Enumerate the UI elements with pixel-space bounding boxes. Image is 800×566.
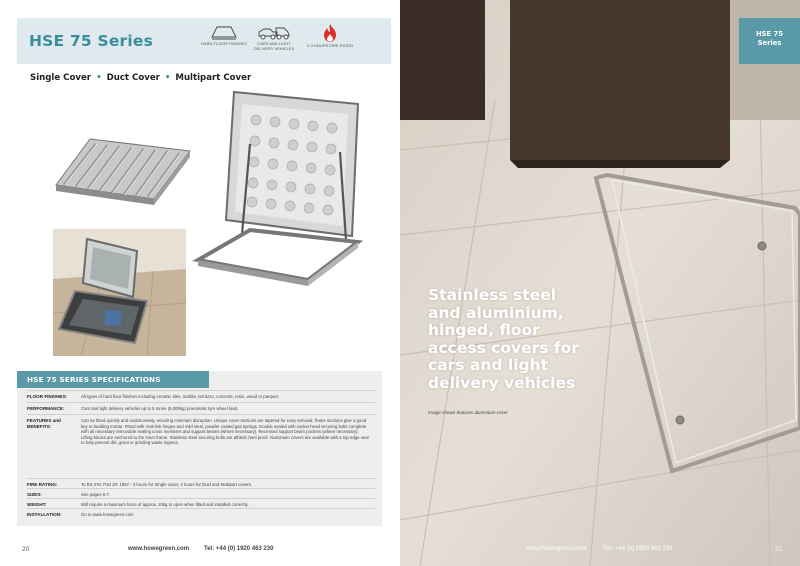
spec-label: FEATURES and BENEFITS: xyxy=(27,418,61,429)
website-link[interactable]: www.howegreen.com xyxy=(526,546,588,552)
phone-number: Tel: +44 (0) 1920 463 230 xyxy=(603,546,673,552)
installed-cover-photo xyxy=(53,229,186,356)
spec-row-floor-finishes xyxy=(27,390,375,402)
cover-types xyxy=(30,73,251,83)
bullet-dot-icon: • xyxy=(96,73,102,83)
icon-caption: 2-3 HOURS FIRE RATED xyxy=(307,43,353,48)
header-bar xyxy=(17,18,391,64)
icon-caption: HARD FLOOR FINISHES xyxy=(201,41,247,46)
spec-value: To BS 476: Part 20: 1987 - 3 hours for Single cover, 2 hours for Duct and Multipart covers. xyxy=(81,482,253,487)
duct-cover-image xyxy=(52,133,192,208)
headline-line: delivery vehicles xyxy=(428,373,576,392)
spec-value: See pages 6-7. xyxy=(81,492,111,497)
spec-value: Can be fitted quickly and unobtrusively, ensuring minimum disruption. Unique cover sections are tapered for easy removal, frame sections give a good key to bedding mortar. Fitted with mult-link hinges and mild steel, powder coated gas springs. Double sealed with socket head securing bolts complete with all necessary removable sealing cross members and support beams (where necessary). Recessed support beam pockets (where necessary). Lifting blocks are anchored to the inner frame. Stainless steel securing bolts are athletic heel proof. Aluminium covers are available with a top edge seal to help prevent dirt, grout or grinding waste ingress. xyxy=(81,418,369,446)
spec-row-features xyxy=(27,414,375,478)
single-cover-open-image xyxy=(190,84,365,294)
specifications-heading: HSE 75 SERIES SPECIFICATIONS xyxy=(17,371,209,388)
headline-line: Stainless steel xyxy=(428,286,557,304)
floor-photo xyxy=(400,0,800,566)
headline-line: access covers for xyxy=(428,338,579,357)
spec-value: Cars and light delivery vehicles up to 5 tonne (5,000kg) pneumatic tyre wheel load. xyxy=(81,406,239,411)
hard-floor-finish-icon xyxy=(199,23,249,61)
headline-line: hinged, floor xyxy=(428,321,540,339)
spec-row-fire-rating xyxy=(27,478,375,488)
spec-row-sizes xyxy=(27,488,375,498)
image-caption: Image shown features aluminium cover xyxy=(428,410,508,415)
spec-value: All types of hard floor finishes including ceramic tiles, marble, terrazzo, concrete, resin, wood or parquet. xyxy=(81,394,279,399)
lifting-point xyxy=(676,416,684,424)
phone-number: Tel: +44 (0) 1920 463 230 xyxy=(204,546,274,552)
fire-icon xyxy=(305,23,355,61)
cover-type-duct: Duct Cover xyxy=(106,73,160,83)
page-title: HSE 75 Series xyxy=(29,32,154,50)
spec-label: WEIGHT: xyxy=(27,502,47,507)
headline xyxy=(428,287,628,392)
right-page xyxy=(400,0,800,566)
website-link[interactable]: www.howegreen.com xyxy=(128,546,190,552)
page-number-right: 21 xyxy=(775,546,783,553)
series-tab xyxy=(739,18,800,64)
bullet-dot-icon: • xyxy=(164,73,171,83)
spec-row-installation xyxy=(27,508,375,520)
spec-label: FIRE RATING: xyxy=(27,482,58,487)
cover-type-multipart: Multipart Cover xyxy=(175,73,252,83)
spec-value: Will require a maximum force of approx. 20kg to open when fitted and installed correctly. xyxy=(81,502,249,507)
spec-label: FLOOR FINISHES: xyxy=(27,394,68,399)
page-number-left: 20 xyxy=(22,546,30,553)
lifting-point xyxy=(758,242,766,250)
spec-label: INSTALLATION: xyxy=(27,512,62,517)
spec-row-weight xyxy=(27,498,375,508)
partition-panel xyxy=(400,0,485,120)
icon-caption: CARS AND LIGHT DELIVERY VEHICLES xyxy=(253,41,295,51)
headline-line: cars and light xyxy=(428,356,549,374)
spec-value: Go to www.howegreen.com xyxy=(81,512,134,517)
cover-type-single: Single Cover xyxy=(30,73,92,83)
specifications-panel xyxy=(17,371,382,526)
car-van-icon xyxy=(249,23,299,61)
spec-label: SIZES: xyxy=(27,492,42,497)
series-tab-line: HSE 75 xyxy=(755,30,784,38)
spec-label: PERFORMANCE: xyxy=(27,406,65,411)
headline-line: and aluminium, xyxy=(428,303,564,322)
partition-panel xyxy=(510,0,730,160)
spec-row-performance xyxy=(27,402,375,414)
series-tab-line: Series xyxy=(757,39,782,47)
